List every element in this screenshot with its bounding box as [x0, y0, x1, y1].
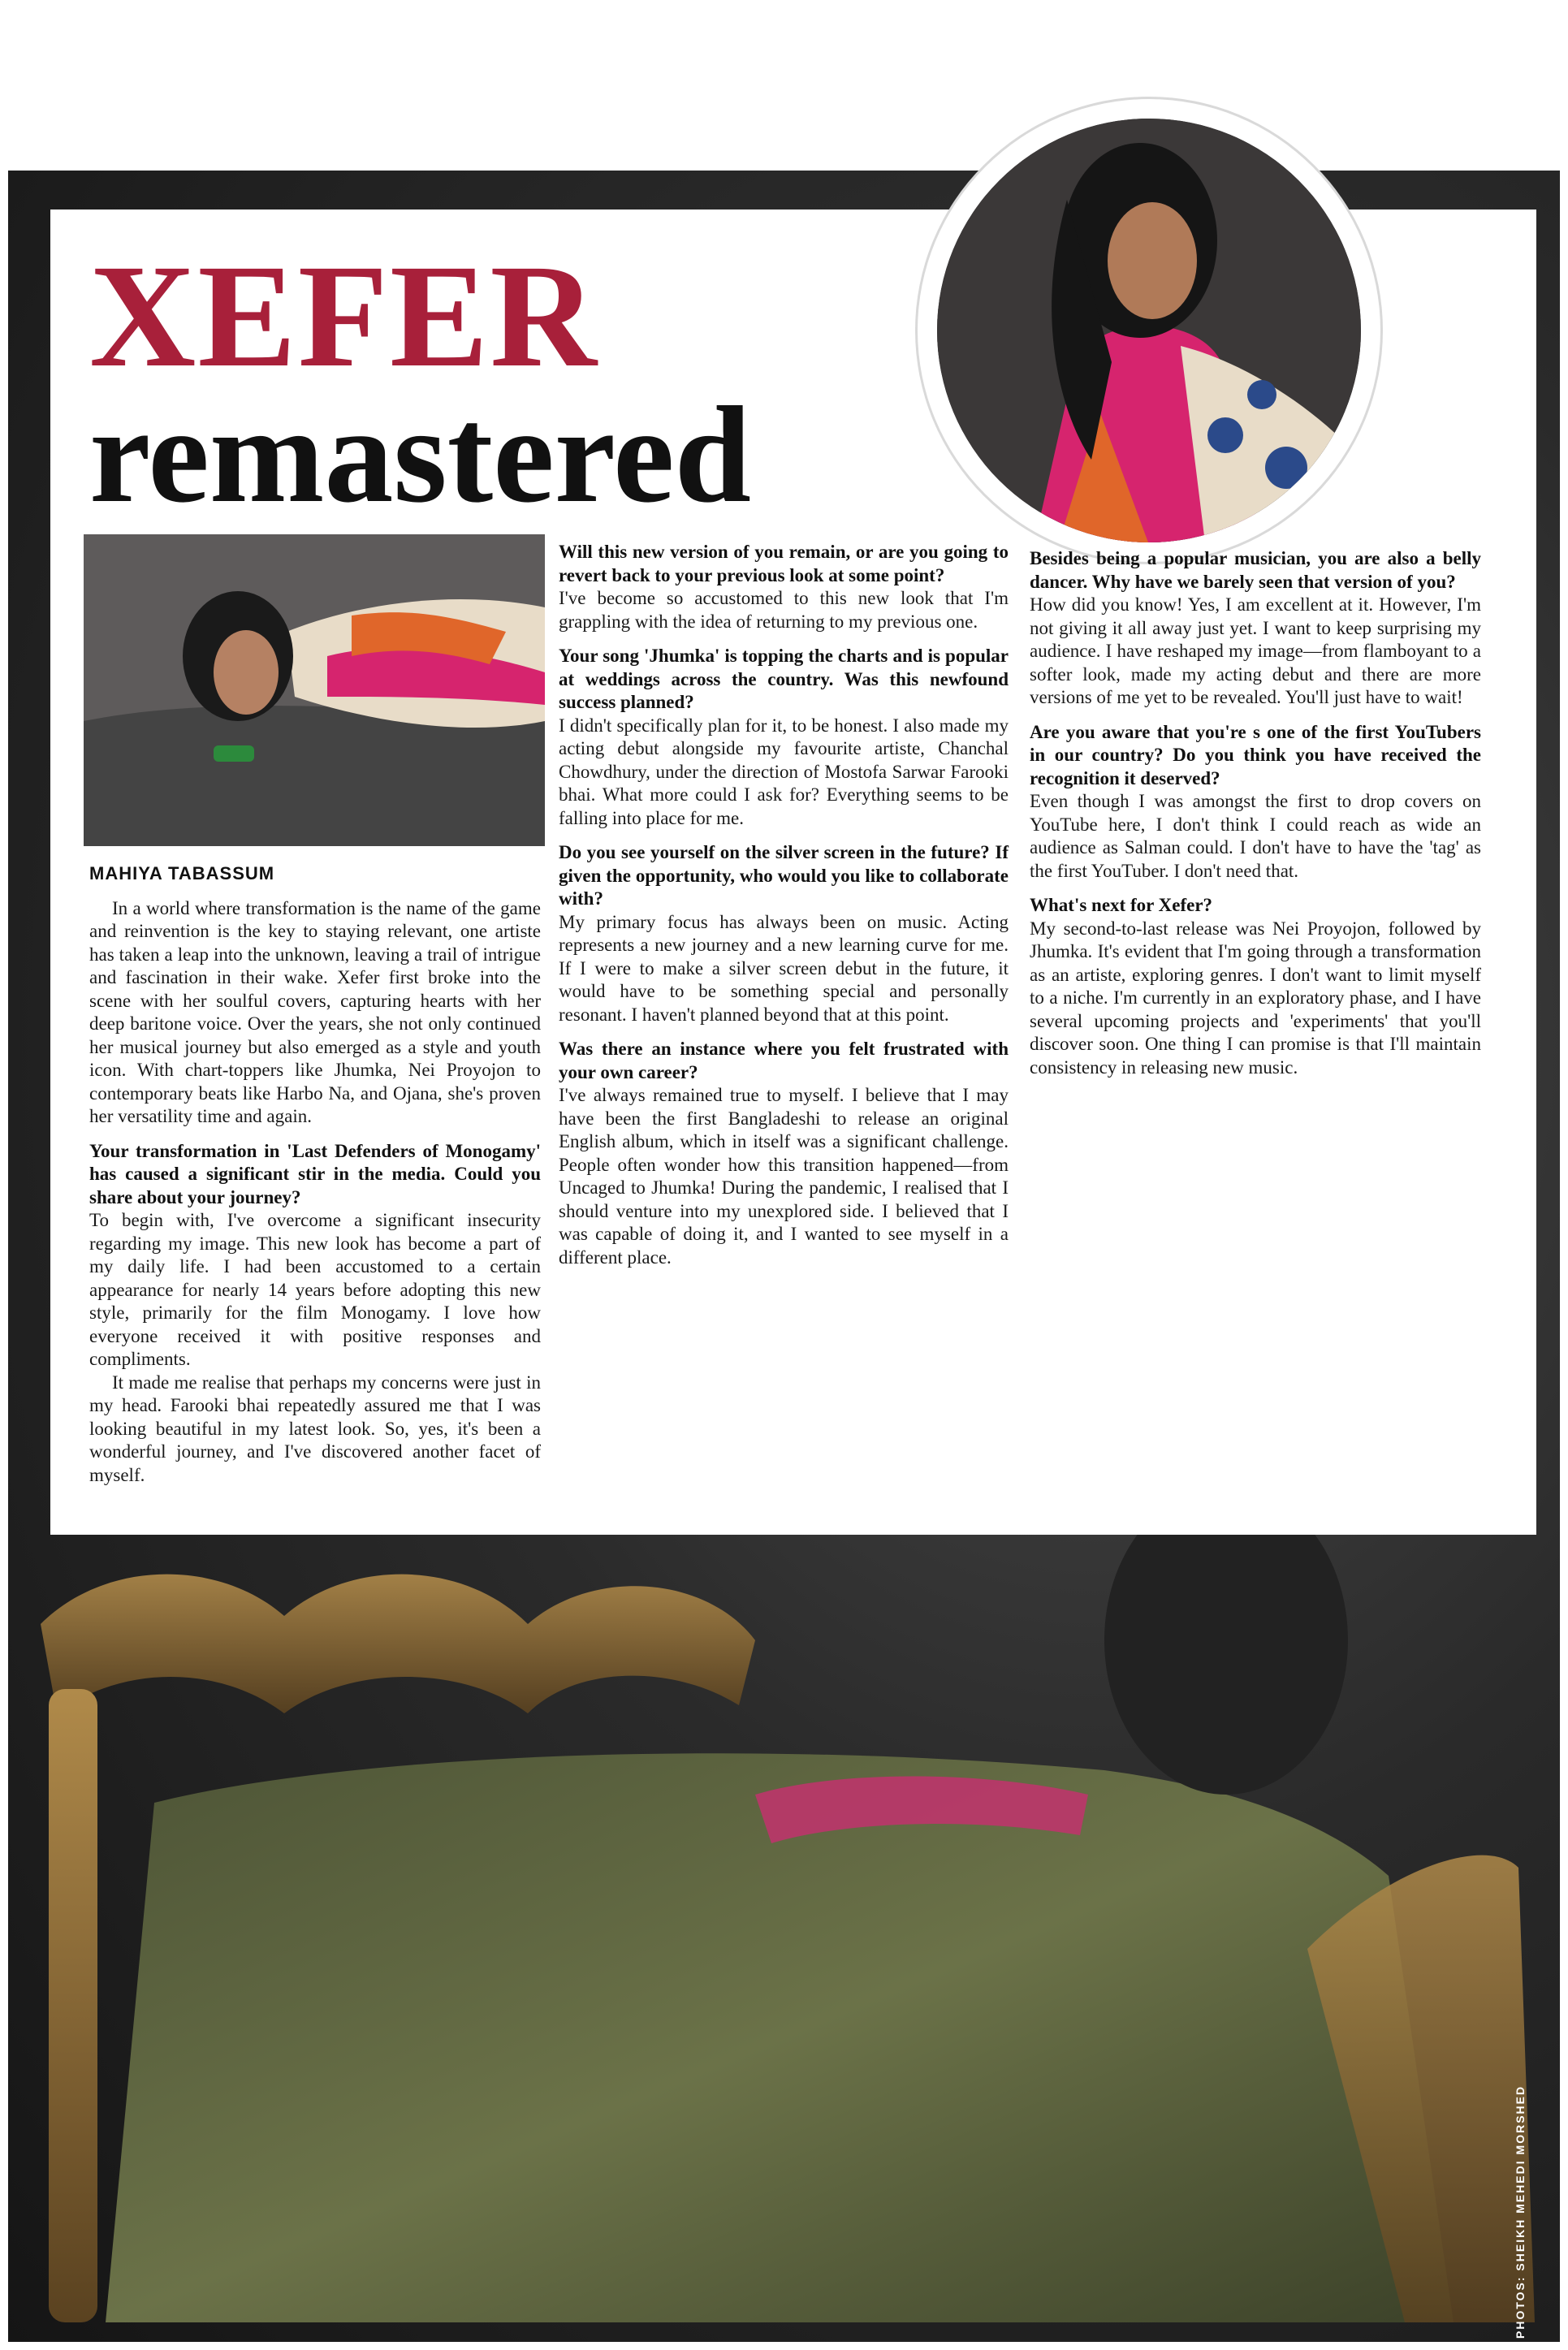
reclining-illustration [84, 534, 545, 846]
answer-8: My second-to-last release was Nei Proyojon, followed by Jhumka. It's evident that I'm going through a transformation as an artiste, exploring genres. I don't want to limit myself to a niche. I'm currently in an exploratory phase, and I have several upcoming projects and 'experiments' that you'll discover soon. One thing I can promise is that I'll maintain consistency in releasing new music. [1030, 918, 1481, 1078]
question-8: What's next for Xefer? [1030, 895, 1213, 915]
answer-7: Even though I was amongst the first to drop covers on YouTube here, I don't think I could reach as wide an audience as Salman could. I don't have to have the 'tag' as the first YouTuber. I don't need that. [1030, 791, 1481, 881]
answer-5: I've always remained true to myself. I believe that I may have been the first Bangladeshi to release an original English album, which in itself was a significant challenge. People often wonder how this transition happened—from Uncaged to Jhumka! During the pandemic, I realised that I should venture into my unexplored side. I believed that I was capable of doing it, and I wanted to see myself in a different place. [559, 1085, 1009, 1268]
answer-2: I've become so accustomed to this new look that I'm grappling with the idea of returning to my previous one. [559, 588, 1009, 632]
circular-portrait-photo [937, 119, 1361, 542]
question-3: Your song 'Jhumka' is topping the charts and is popular at weddings across the country. Was this newfound success planned? [559, 646, 1009, 712]
answer-6: How did you know! Yes, I am excellent at it. However, I'm not giving it all away just yet. I want to keep surprising my audience. I have reshaped my image—from flamboyant to a softer look, made my acting debut and there are more versions of me yet to be revealed. You'll just have to wait! [1030, 594, 1481, 707]
question-6: Besides being a popular musician, you are also a belly dancer. Why have we barely seen that version of you? [1030, 548, 1481, 592]
headline-name: XEFER [89, 235, 598, 398]
circular-photo-frame [918, 99, 1380, 562]
question-5: Was there an instance where you felt frustrated with your own career? [559, 1039, 1009, 1082]
article-column-3 [1030, 536, 1481, 1079]
portrait-illustration [937, 119, 1361, 542]
answer-3: I didn't specifically plan for it, to be honest. I also made my acting debut alongside my favourite artiste, Chanchal Chowdhury, under the direction of Mostofa Sarwar Farooki bhai. What more could I ask for? Everything seems to be falling into place for me. [559, 715, 1009, 828]
question-2: Will this new version of you remain, or are you going to revert back to your previous look at some point? [559, 542, 1009, 585]
article-column-1 [89, 862, 541, 1487]
reclining-photo [84, 534, 545, 846]
question-1: Your transformation in 'Last Defenders of Monogamy' has caused a significant stir in the media. Could you share about your journey? [89, 1140, 541, 1207]
answer-4: My primary focus has always been on music. Acting represents a new journey and a new learning curve for me. If I were to make a silver screen debut in the future, it would have to be something special and personally resonant. I haven't planned beyond that at this point. [559, 911, 1009, 1025]
headline-subtitle: remastered [89, 378, 752, 531]
byline: MAHIYA TABASSUM [89, 863, 275, 883]
main-photo [8, 1527, 1560, 2342]
question-7: Are you aware that you're s one of the first YouTubers in our country? Do you think you have received the recognition it deserved? [1030, 721, 1481, 788]
chaise-illustration [8, 1527, 1560, 2342]
article-column-2 [559, 529, 1009, 1269]
answer-1-paragraph-2: It made me realise that perhaps my concerns were just in my head. Farooki bhai repeatedly assured me that I was looking beautiful in my latest look. So, yes, it's been a wonderful journey, and I've discovered another facet of myself. [89, 1372, 541, 1485]
answer-1-paragraph-1: To begin with, I've overcome a significant insecurity regarding my image. This new look has become a part of my daily life. I had been accustomed to a certain appearance for nearly 14 years before adopting this new style, primarily for the film Monogamy. I love how everyone received it with positive responses and compliments. [89, 1210, 541, 1369]
question-4: Do you see yourself on the silver screen in the future? If given the opportunity, who would you like to collaborate with? [559, 842, 1009, 909]
intro-paragraph: In a world where transformation is the name of the game and reinvention is the key to staying relevant, one artiste has taken a leap into the unknown, leaving a trail of intrigue and fascination in their wake. Xefer first broke into the scene with her soulful covers, capturing hearts with her deep baritone voice. Over the years, she not only continued her musical journey but also emerged as a style and youth icon. With chart-toppers like Jhumka, Nei Proyojon to contemporary beats like Harbo Na, and Ojana, she's proven her versatility time and again. [89, 897, 541, 1126]
photo-credit: PHOTOS: SHEIKH MEHEDI MORSHED [1514, 2084, 1527, 2339]
